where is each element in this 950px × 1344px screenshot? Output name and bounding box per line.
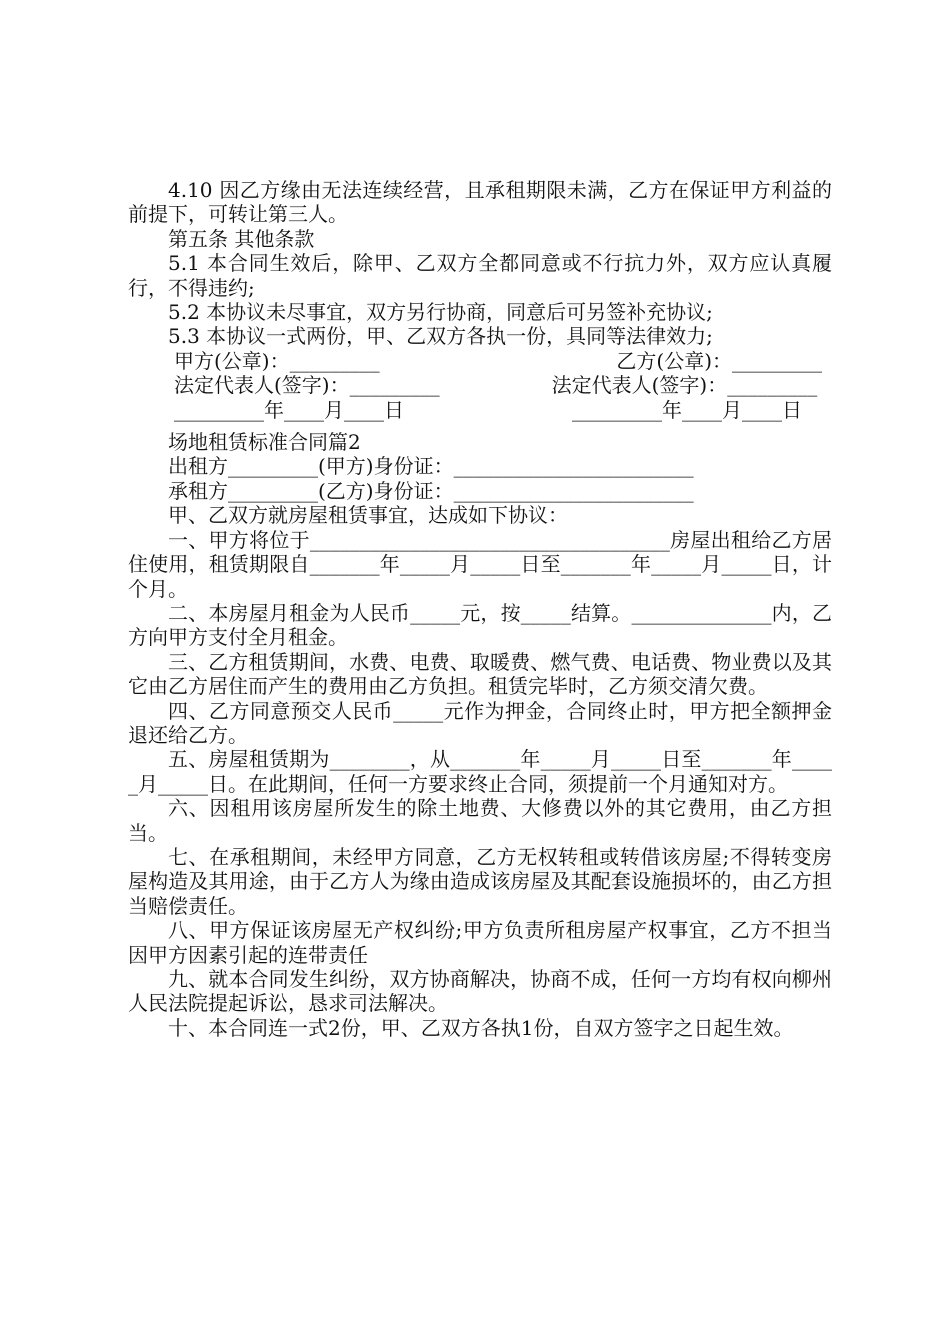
article-5-heading: 第五条 其他条款 [168,226,315,251]
clause-10: 十、本合同连一式2份，甲、乙双方各执1份，自双方签字之日起生效。 [168,1015,794,1040]
document-page [128,178,832,1040]
clause-5: 五、房屋租赁期为________，从_______年_____月_____日至_______年_____月_____日。在此期间，任何一方要求终止合同，须提前一个月通知对方。 [128,747,832,796]
clause-6: 六、因租用该房屋所发生的除土地费、大修费以外的其它费用，由乙方担当。 [128,796,832,845]
party-b-seal: 乙方(公章)：_________ [616,348,822,373]
lessee-line: 承租方_________(乙方)身份证：________________________ [168,478,694,503]
clause-7: 七、在承租期间，未经甲方同意，乙方无权转租或转借该房屋;不得转变房屋构造及其用途，由于乙方人为缘由造成该房屋及其配套设施损坏的，由乙方担当赔偿责任。 [128,844,832,918]
clause-5-3: 5.3 本协议一式两份，甲、乙双方各执一份，具同等法律效力; [168,324,713,349]
seal-row [128,349,832,373]
party-a-representative: 法定代表人(签字)：_________ [174,373,440,398]
lessor-line: 出租方_________(甲方)身份证：________________________ [168,454,694,479]
contract-2-title: 场地租赁标准合同篇2 [168,430,361,455]
clause-4-10: 4.10 因乙方缘由无法连续经营，且承租期限未满，乙方在保证甲方利益的前提下，可转让第三人。 [128,178,832,227]
date-row [128,398,832,422]
clause-1: 一、甲方将位于____________________________________房屋出租给乙方居住使用，租赁期限自_______年_____月_____日至_______年_____月_____日，计个月。 [128,527,832,601]
party-b-date: _________年____月____日 [572,397,802,422]
clause-3: 三、乙方租赁期间，水费、电费、取暖费、燃气费、电话费、物业费以及其它由乙方居住而产生的费用由乙方负担。租赁完毕时，乙方须交清欠费。 [128,649,832,699]
clause-5-1: 5.1 本合同生效后，除甲、乙双方全都同意或不行抗力外，双方应认真履行，不得违约; [128,251,832,300]
clause-5-2: 5.2 本协议未尽事宜，双方另行协商，同意后可另签补充协议; [168,300,713,325]
representative-row [128,373,832,397]
clause-8: 八、甲方保证该房屋无产权纠纷;甲方负责所租房屋产权事宜，乙方不担当因甲方因素引起的连带责任 [128,918,832,967]
party-b-representative: 法定代表人(签字)：_________ [551,373,818,398]
clause-4: 四、乙方同意预交人民币_____元作为押金，合同终止时，甲方把全额押金退还给乙方。 [128,698,832,747]
agreement-intro: 甲、乙双方就房屋租赁事宜，达成如下协议： [168,503,568,528]
clause-9: 九、就本合同发生纠纷，双方协商解决，协商不成，任何一方均有权向柳州人民法院提起诉讼，恳求司法解决。 [128,967,832,1016]
clause-2: 二、本房屋月租金为人民币_____元，按_____结算。______________内，乙方向甲方支付全月租金。 [128,600,832,650]
party-a-seal: 甲方(公章)：_________ [174,348,380,373]
party-a-date: _________年____月____日 [174,397,404,422]
